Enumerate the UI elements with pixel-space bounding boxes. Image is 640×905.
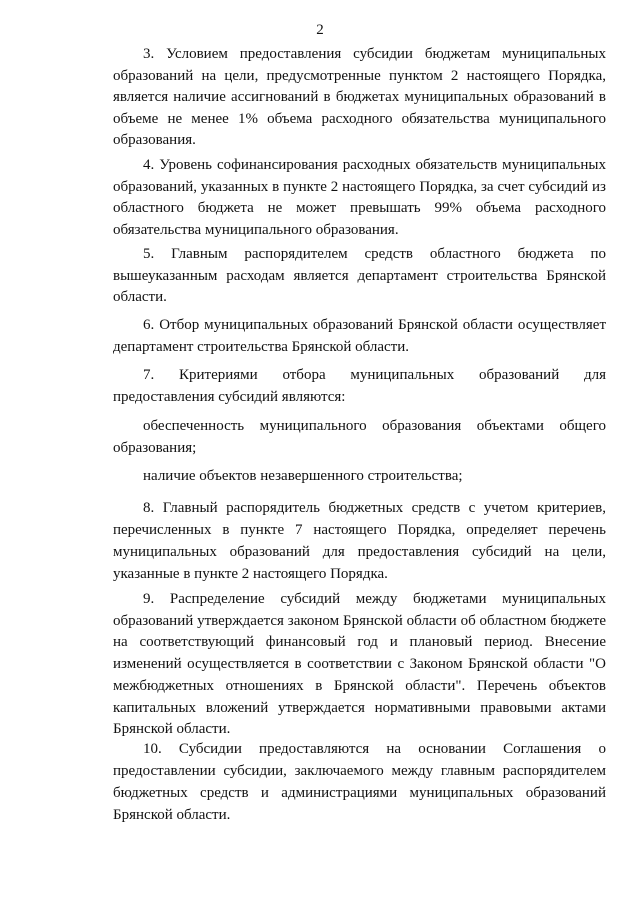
text-line: 10. Субсидии предоставляются на основании Соглашения о xyxy=(143,741,606,757)
text-line: 4. Уровень софинансирования расходных обязательств муниципальных xyxy=(143,157,606,173)
text-line: Брянской области. xyxy=(113,807,231,823)
text-line: капитальных вложений утверждается нормативными правовыми актами xyxy=(113,699,606,716)
text-line: 5. Главным распорядителем средств областного бюджета по xyxy=(143,246,606,262)
text-line: изменений осуществляется в соответствии с Законом Брянской области "О xyxy=(113,656,606,673)
paragraph-3 xyxy=(113,44,606,152)
page-number: 2 xyxy=(316,22,324,38)
text-line: муниципальных образований для предоставления субсидий на цели, xyxy=(113,544,606,560)
text-line: образования. xyxy=(113,132,196,148)
paragraph-8 xyxy=(113,497,606,585)
text-line: вышеуказанным расходам является департамент строительства Брянской xyxy=(113,267,606,284)
paragraph-7 xyxy=(113,365,606,408)
paragraph-6 xyxy=(113,315,606,358)
text-line: 8. Главный распорядитель бюджетных средств с учетом критериев, xyxy=(143,500,606,516)
text-line: 6. Отбор муниципальных образований Брянской области осуществляет xyxy=(143,317,606,333)
text-line: обеспеченность муниципального образования объектами общего xyxy=(143,418,606,434)
text-line: образований, указанных в пункте 2 настоящего Порядка, за счет субсидий из xyxy=(113,178,606,195)
text-line: на соответствующий финансовый год и плановый период. Внесение xyxy=(113,634,606,651)
text-line: перечисленных в пункте 7 настоящего Порядка, определяет перечень xyxy=(113,522,606,538)
text-line: 9. Распределение субсидий между бюджетами муниципальных xyxy=(143,591,606,607)
text-line: предоставлении субсидии, заключаемого между главным распорядителем xyxy=(113,763,606,779)
text-line: 3. Условием предоставления субсидии бюджетам муниципальных xyxy=(143,46,606,62)
text-line: образований утверждается законом Брянской области об областном бюджете xyxy=(113,612,606,629)
text-line: предоставления субсидий являются: xyxy=(113,388,346,405)
text-line: бюджетных средств и администрациями муниципальных образований xyxy=(113,785,606,801)
text-line: 7. Критериями отбора муниципальных образований для xyxy=(143,367,606,383)
text-line: образований на цели, предусмотренные пунктом 2 настоящего Порядка, xyxy=(113,67,606,84)
text-line: указанные в пункте 2 настоящего Порядка. xyxy=(113,566,388,582)
text-line: Брянской области. xyxy=(113,721,231,738)
text-line: области. xyxy=(113,289,167,305)
criterion-item xyxy=(113,466,606,488)
text-line: является наличие ассигнований в бюджетах муниципальных образований в xyxy=(113,89,606,105)
criterion-item xyxy=(113,416,606,459)
text-line: образования; xyxy=(113,439,197,456)
paragraph-9 xyxy=(113,589,606,741)
paragraph-4 xyxy=(113,155,606,241)
text-line: объеме не менее 1% объема расходного обязательства муниципального xyxy=(113,110,606,127)
text-line: наличие объектов незавершенного строительства; xyxy=(143,468,463,484)
text-line: обязательства муниципального образования. xyxy=(113,221,399,238)
paragraph-5 xyxy=(113,244,606,309)
text-line: областного бюджета не может превышать 99% объема расходного xyxy=(113,200,606,216)
text-line: департамент строительства Брянской области. xyxy=(113,338,410,355)
text-line: межбюджетных отношениях в Брянской области". Перечень объектов xyxy=(113,677,606,694)
paragraph-10 xyxy=(113,738,606,826)
